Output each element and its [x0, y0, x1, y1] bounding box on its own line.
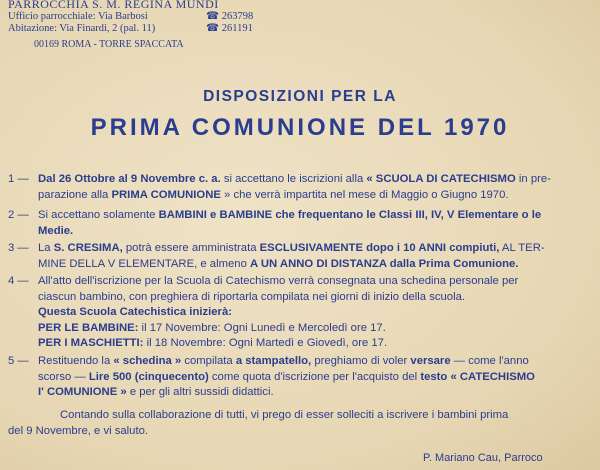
- item-text: Dal 26 Ottobre al 9 Novembre c. a. si accettano le iscrizioni alla « SCUOLA DI CATECHISMO in pre- parazione alla PRIMA COMUNIONE » che verrà impartita nel mese di Maggio o Giugno 1970.: [38, 173, 551, 201]
- item-number: 3 —: [8, 242, 29, 254]
- closing-paragraph: [8, 408, 593, 439]
- parish-name: PARROCCHIA S. M. REGINA MUNDI: [8, 0, 219, 11]
- home-phone: ☎ 261191: [206, 23, 253, 34]
- office-address: Ufficio parrocchiale: Via Barbosi: [8, 10, 148, 22]
- parish-city: 00169 ROMA - TORRE SPACCATA: [34, 38, 184, 50]
- provision-item-3: [8, 241, 593, 272]
- home-address: Abitazione: Via Finardi, 2 (pal. 11): [8, 23, 156, 34]
- signature: P. Mariano Cau, Parroco: [423, 452, 543, 464]
- item-text: All'atto dell'iscrizione per la Scuola di Catechismo verrà consegnata una schedina personale per ciascun bambino, con preghiera di riportarla compilata nei giorni di inizio della scuola. Questa Scuola Catechistica inizierà: PER LE BAMBINE: il 17 Novembre: Ogni Lunedì e Mercoledì ore 17. PER I MASCHIETTI: il 18 Novembre: Ogni Martedì e Giovedì, ore 17.: [38, 275, 519, 349]
- document-title: PRIMA COMUNIONE DEL 1970: [90, 114, 510, 141]
- closing-line-2: del 9 Novembre, e vi saluto.: [8, 424, 149, 437]
- item-number: 2 —: [8, 209, 29, 221]
- heading-line-1: DISPOSIZIONI PER LA: [203, 88, 397, 105]
- item-text: Si accettano solamente BAMBINI e BAMBINE che frequentano le Classi III, IV, V Elementare o le Medie.: [38, 209, 542, 237]
- closing-line-1: Contando sulla collaborazione di tutti, vi prego di esser solleciti a iscrivere i bambini prima: [60, 409, 509, 421]
- provision-item-4: [8, 274, 593, 352]
- office-phone: ☎ 263798: [206, 10, 254, 22]
- item-number: 1 —: [8, 173, 29, 185]
- item-text: Restituendo la « schedina » compilata a stampatello, preghiamo di voler versare — come l'anno scorso — Lire 500 (cinquecento) come quota d'iscrizione per l'acquisto del testo « CATECHISMO I' COMUNIONE » e per gli altri sussidi didattici.: [38, 355, 535, 398]
- item-number: 4 —: [8, 275, 29, 287]
- item-text: La S. CRESIMA, potrà essere amministrata ESCLUSIVAMENTE dopo i 10 ANNI compiuti, AL TER- MINE DELLA V ELEMENTARE, e almeno A UN ANNO DI DISTANZA dalla Prima Comunione.: [38, 242, 545, 270]
- provision-item-2: [8, 208, 593, 239]
- item-number: 5 —: [8, 355, 29, 367]
- provision-item-1: [8, 172, 593, 203]
- parish-letterhead: [8, 0, 254, 51]
- provision-item-5: [8, 354, 593, 401]
